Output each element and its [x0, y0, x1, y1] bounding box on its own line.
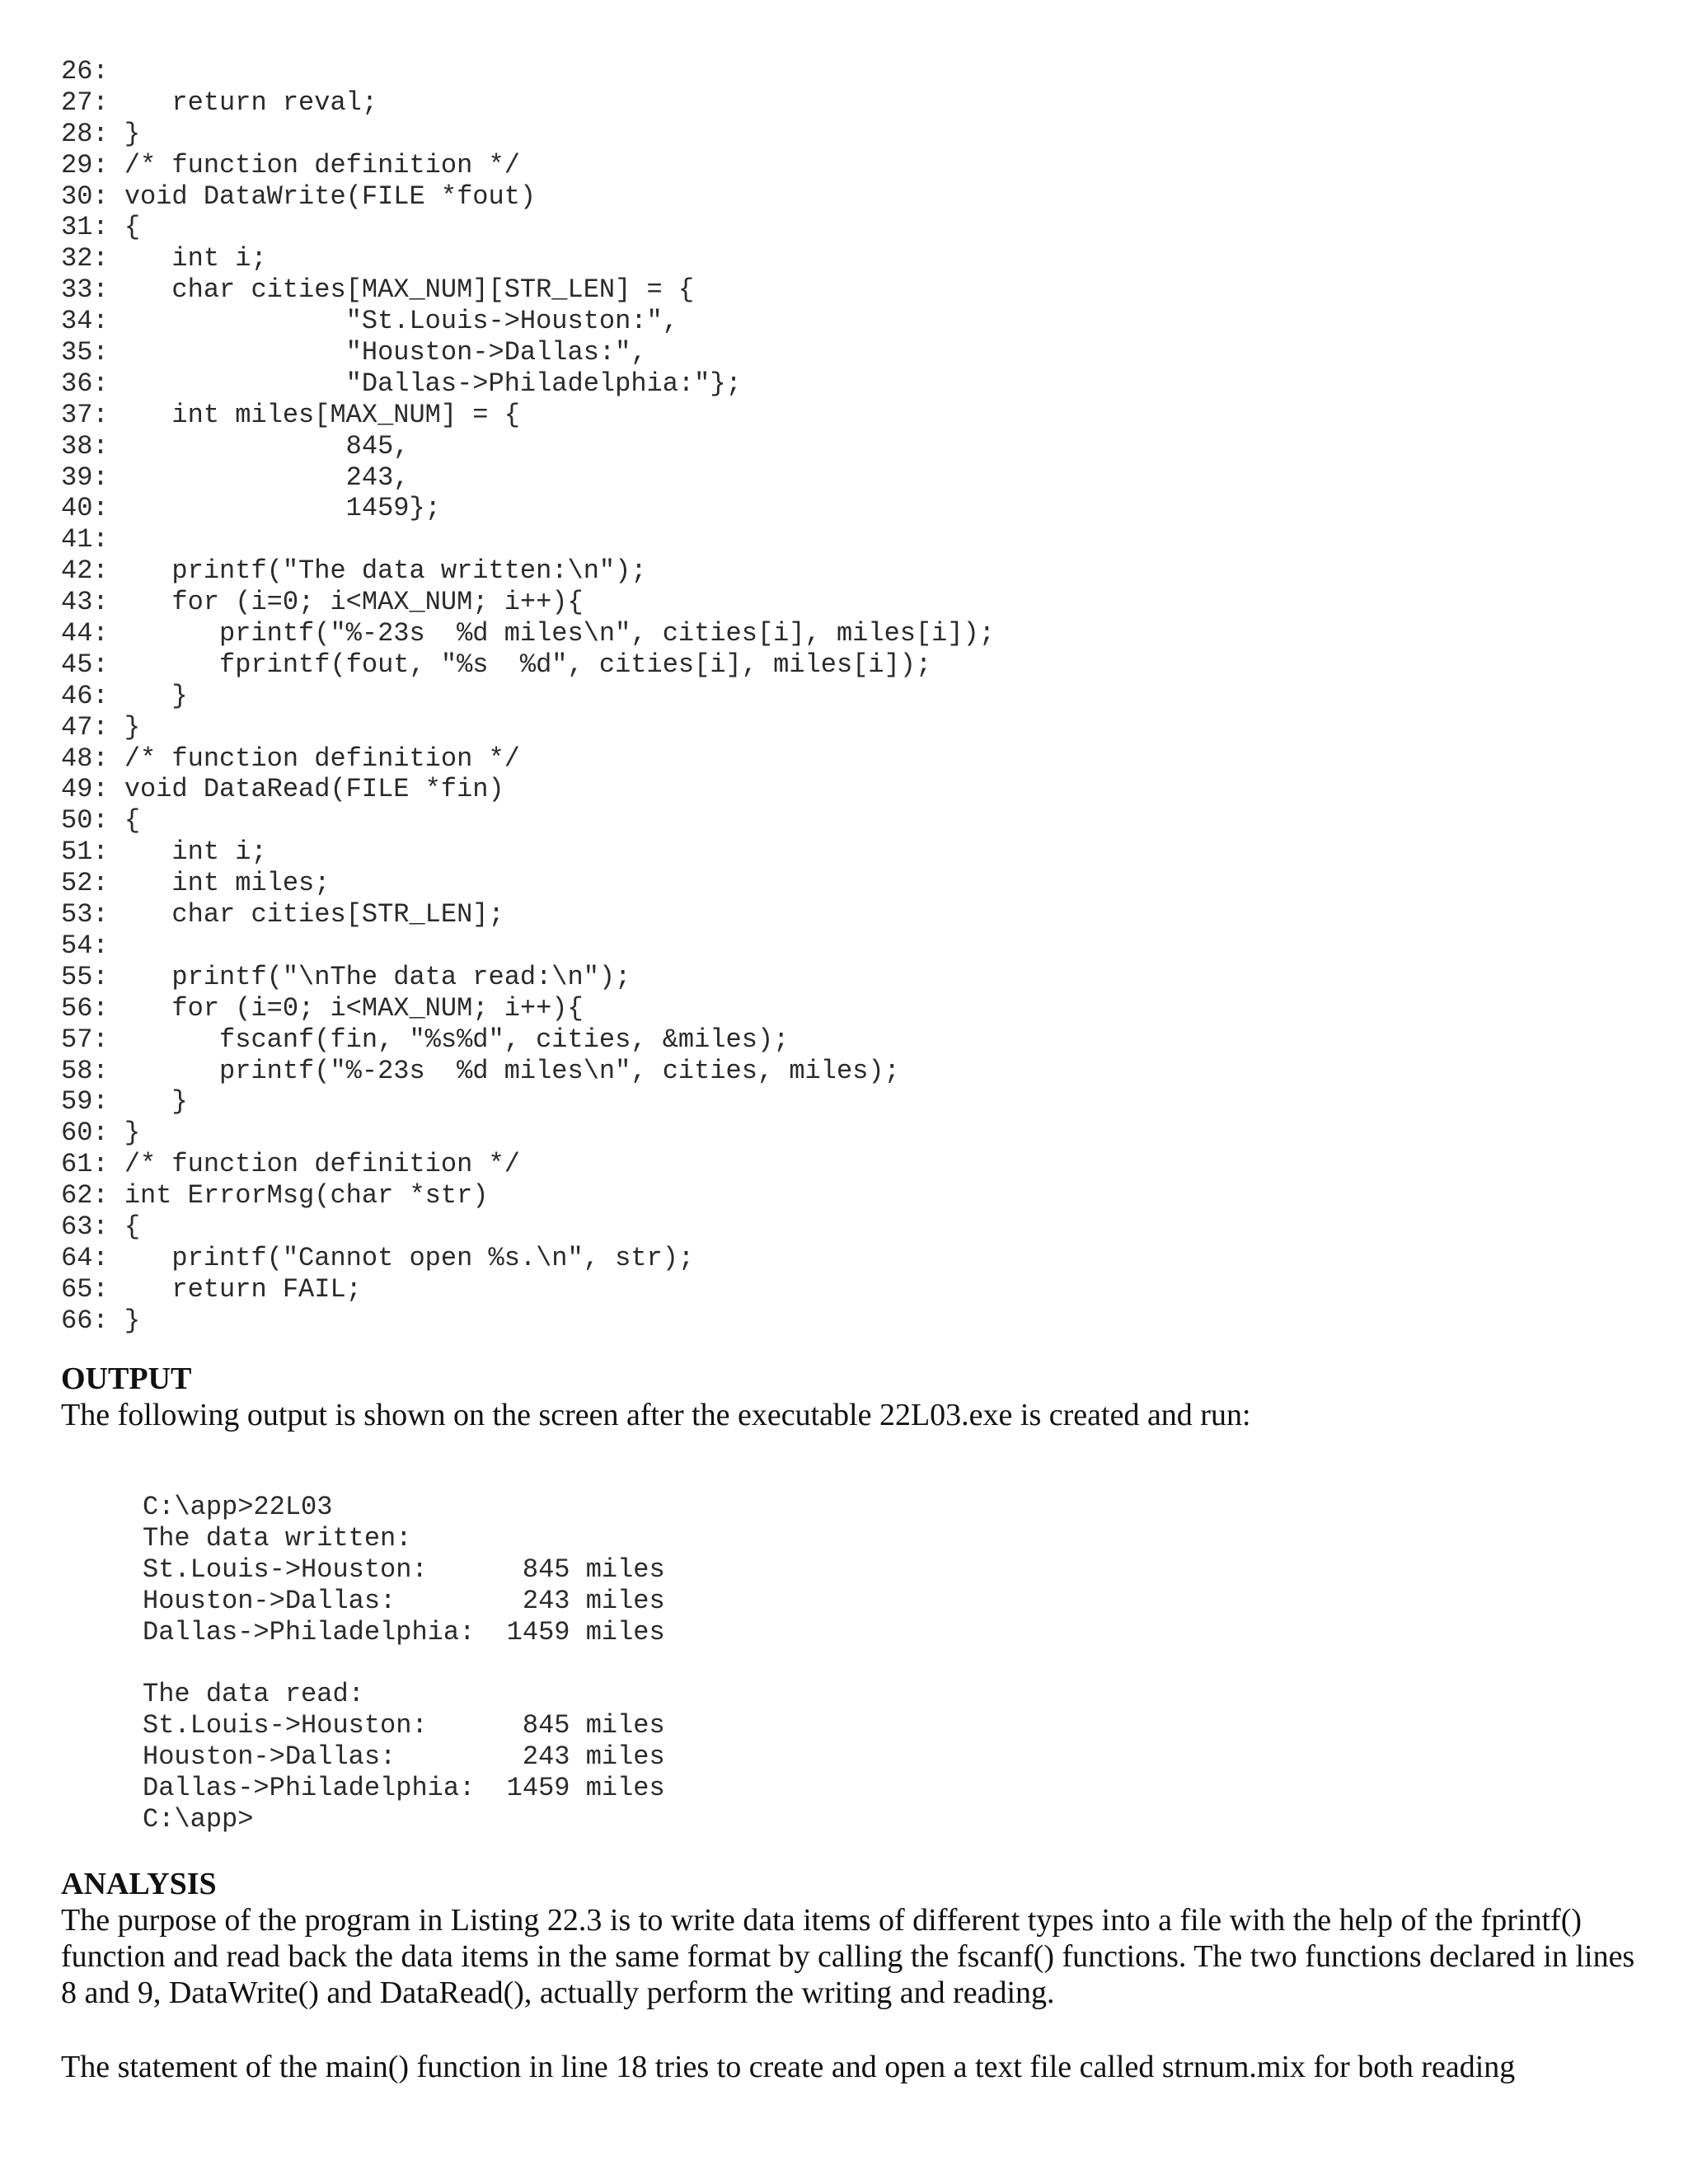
code-line: 58: printf("%-23s %d miles\n", cities, miles); [61, 1055, 900, 1086]
code-line: 53: char cities[STR_LEN]; [61, 899, 504, 930]
console-line: St.Louis->Houston: 845 miles [143, 1554, 665, 1585]
code-line: 40: 1459}; [61, 493, 441, 524]
code-line: 64: printf("Cannot open %s.\n", str); [61, 1242, 695, 1273]
code-line: 46: } [61, 680, 188, 711]
code-line: 49: void DataRead(FILE *fin) [61, 774, 504, 805]
code-line: 59: } [61, 1086, 188, 1118]
code-line: 37: int miles[MAX_NUM] = { [61, 399, 520, 430]
console-line: C:\app>22L03 [143, 1492, 333, 1522]
code-line: 63: { [61, 1211, 141, 1242]
code-line: 47: } [61, 711, 141, 743]
code-line: 45: fprintf(fout, "%s %d", cities[i], miles[i]); [61, 649, 932, 680]
code-line: 32: int i; [61, 243, 267, 274]
code-listing [61, 56, 995, 1337]
console-line: St.Louis->Houston: 845 miles [143, 1710, 665, 1741]
code-line: 33: char cities[MAX_NUM][STR_LEN] = { [61, 274, 695, 306]
code-line: 28: } [61, 118, 141, 149]
analysis-paragraph-2: The statement of the main() function in line 18 tries to create and open a text file called strnum.mix for both reading [61, 2050, 1516, 2084]
code-line: 29: /* function definition */ [61, 149, 520, 180]
code-line: 50: { [61, 805, 141, 837]
code-line: 42: printf("The data written:\n"); [61, 555, 647, 587]
code-line: 62: int ErrorMsg(char *str) [61, 1180, 489, 1212]
code-line: 44: printf("%-23s %d miles\n", cities[i], miles[i]); [61, 618, 995, 649]
console-line: Houston->Dallas: 243 miles [143, 1585, 665, 1616]
analysis-heading: ANALYSIS [61, 1867, 217, 1901]
code-line: 27: return reval; [61, 87, 378, 118]
code-line: 31: { [61, 212, 141, 243]
console-line: The data written: [143, 1522, 412, 1554]
code-line: 60: } [61, 1118, 141, 1149]
code-line: 36: "Dallas->Philadelphia:"}; [61, 368, 742, 399]
code-line: 51: int i; [61, 837, 267, 868]
console-line: Dallas->Philadelphia: 1459 miles [143, 1773, 665, 1804]
code-line: 35: "Houston->Dallas:", [61, 337, 647, 368]
code-line: 34: "St.Louis->Houston:", [61, 306, 678, 337]
code-line: 43: for (i=0; i<MAX_NUM; i++){ [61, 587, 584, 618]
console-line: Dallas->Philadelphia: 1459 miles [143, 1616, 665, 1647]
code-line: 55: printf("\nThe data read:\n"); [61, 961, 631, 992]
console-line [143, 1647, 665, 1679]
analysis-paragraph-1: The purpose of the program in Listing 22.3 is to write data items of different types into a file with the help of the fprintf() function and read back the data items in the same format by calling the fscanf() functions. The two functions declared in lines 8 and 9, DataWrite() and DataRead(), actually perform the writing and reading. [61, 1903, 1635, 2010]
code-line: 52: int miles; [61, 868, 331, 899]
code-line: 57: fscanf(fin, "%s%d", cities, &miles); [61, 1024, 790, 1055]
code-line: 56: for (i=0; i<MAX_NUM; i++){ [61, 992, 584, 1024]
output-intro-text: The following output is shown on the screen after the executable 22L03.exe is created and run: [61, 1398, 1251, 1432]
console-line: Houston->Dallas: 243 miles [143, 1741, 665, 1773]
code-line: 41: [61, 524, 109, 555]
console-output [143, 1492, 665, 1835]
code-line: 66: } [61, 1305, 141, 1336]
code-line: 48: /* function definition */ [61, 743, 520, 774]
console-line: C:\app> [143, 1803, 254, 1835]
code-line: 26: [61, 56, 109, 87]
code-line: 30: void DataWrite(FILE *fout) [61, 180, 537, 212]
code-line: 39: 243, [61, 462, 410, 493]
console-line: The data read: [143, 1679, 364, 1710]
code-line: 54: [61, 930, 109, 961]
code-line: 65: return FAIL; [61, 1273, 362, 1305]
output-heading: OUTPUT [61, 1361, 192, 1396]
code-line: 38: 845, [61, 430, 410, 462]
code-line: 61: /* function definition */ [61, 1149, 520, 1180]
